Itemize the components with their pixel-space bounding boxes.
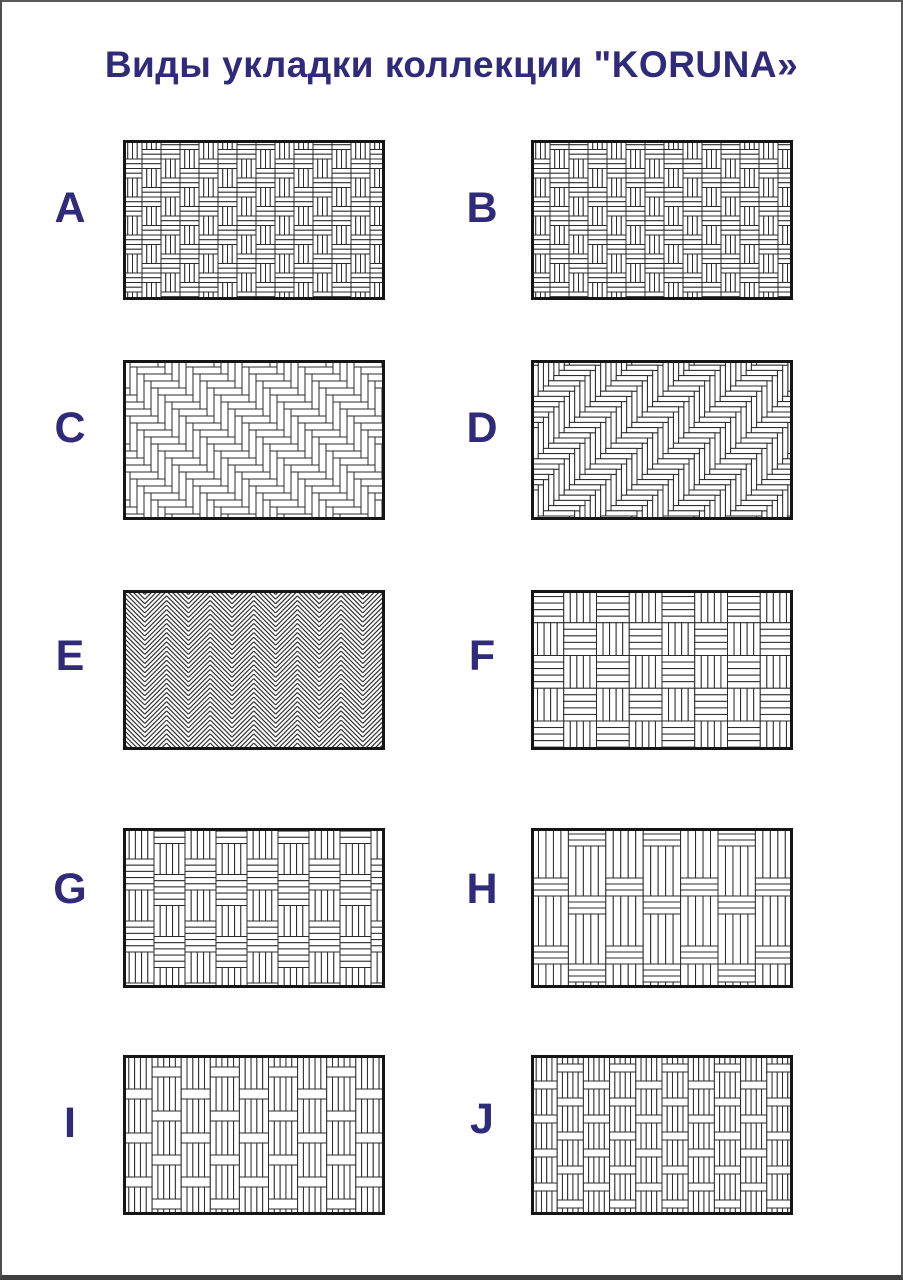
pattern-label-g: G [53,865,87,913]
parquet-pattern-a [123,140,385,300]
pattern-label-a: A [54,184,86,232]
pattern-label-d: D [466,404,498,452]
page-title: Виды укладки коллекции "KORUNA» [104,44,799,85]
pattern-label-e: E [55,632,85,680]
parquet-pattern-j [531,1055,793,1215]
parquet-pattern-i [123,1055,385,1215]
parquet-pattern-e [123,590,385,750]
pattern-label-f: F [468,632,496,680]
parquet-pattern-f [531,590,793,750]
parquet-pattern-g [123,828,385,988]
pattern-label-b: B [466,184,498,232]
pattern-label-c: C [54,404,86,452]
pattern-label-j: J [470,1095,494,1143]
pattern-label-h: H [466,865,498,913]
parquet-pattern-d [531,360,793,520]
parquet-pattern-b [531,140,793,300]
parquet-pattern-h [531,828,793,988]
pattern-label-i: I [64,1099,76,1147]
parquet-pattern-c [123,360,385,520]
